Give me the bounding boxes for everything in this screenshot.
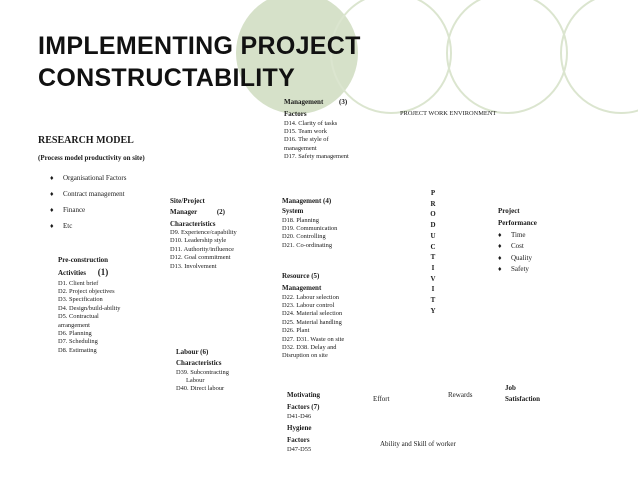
motivating-range-1: D41-D46	[287, 412, 312, 420]
preconstruction-box	[58, 256, 144, 355]
list-item: D16. The style of management	[284, 136, 329, 152]
management-factors-title-1: Management	[284, 98, 324, 106]
preconstruction-number: (1)	[97, 267, 109, 278]
job-satisfaction-line-1: Job	[505, 384, 516, 392]
ability-skill-label: Ability and Skill of worker	[380, 440, 456, 448]
slide-title	[38, 30, 361, 94]
management-system-box	[282, 197, 362, 250]
list-item: D1. Client brief	[58, 279, 99, 287]
list-item: D23. Labour control	[282, 302, 335, 309]
list-item: D25. Material handling	[282, 318, 342, 326]
motivating-box	[287, 391, 357, 454]
productivity-letter: O	[430, 210, 436, 219]
productivity-letter: T	[430, 296, 436, 305]
list-item: D14. Clarity of tasks	[284, 119, 338, 127]
list-item: D21. Co-ordinating	[282, 241, 333, 249]
bullet-item: ♦ Finance	[50, 202, 126, 218]
productivity-letter: Y	[430, 306, 436, 315]
list-item: D20. Controlling	[282, 233, 326, 241]
site-manager-title-1: Site/Project	[170, 197, 205, 205]
hygiene-range: D47-D55	[287, 445, 312, 453]
research-model-heading: RESEARCH MODEL	[38, 135, 134, 146]
bullet-item: ♦ Organisational Factors	[50, 170, 126, 186]
list-item: D6. Planning	[58, 330, 92, 338]
management-system-title-2: System	[282, 207, 304, 216]
list-item: D26. Plant	[282, 327, 310, 335]
list-item: D15. Team work	[284, 128, 327, 135]
site-manager-items	[170, 229, 260, 271]
resource-management-items	[282, 294, 372, 361]
productivity-letter: R	[430, 199, 436, 208]
project-performance-box	[498, 207, 568, 276]
hygiene-title-2: Factors	[287, 436, 310, 445]
productivity-letter: P	[430, 189, 436, 197]
list-item: D24. Material selection	[282, 310, 343, 318]
bullet-item: ♦ Time	[498, 230, 568, 242]
list-item: D2. Project objectives	[58, 288, 115, 295]
title-line-2: CONSTRUCTABILITY	[38, 64, 296, 92]
project-performance-bullets	[498, 230, 568, 276]
title-line-1: IMPLEMENTING PROJECT	[38, 32, 361, 60]
site-manager-box	[170, 197, 260, 271]
resource-management-title-2: Management	[282, 284, 322, 293]
project-performance-title-2: Performance	[498, 219, 537, 228]
list-item: D40. Direct labour	[176, 385, 225, 393]
decorative-circle-ring-3	[560, 0, 638, 114]
list-item: D11. Authority/influence	[170, 245, 235, 253]
bullet-item: ♦ Quality	[498, 253, 568, 265]
list-item: D19. Communication	[282, 225, 338, 232]
bullet-item: ♦ Contract management	[50, 186, 126, 202]
list-item: D5. Contractual arrangement	[58, 313, 99, 329]
preconstruction-title-2: Activities	[58, 269, 86, 278]
list-item: D32. D38. Delay and	[282, 344, 337, 352]
site-manager-title-3: Characteristics	[170, 219, 216, 228]
productivity-vertical-label	[427, 188, 439, 316]
site-manager-number: (2)	[216, 208, 226, 217]
list-item: D4. Design/build-ability	[58, 304, 121, 312]
list-item: D3. Specification	[58, 296, 103, 304]
list-item: D39. Subcontracting	[176, 368, 229, 376]
bullet-item: ♦ Etc	[50, 218, 126, 234]
job-satisfaction-label	[505, 384, 540, 405]
list-item: D18. Planning	[282, 216, 319, 224]
preconstruction-title-row	[58, 268, 144, 278]
list-item: Labour	[186, 377, 205, 384]
management-system-items	[282, 217, 362, 251]
management-factors-title-2: Factors	[284, 110, 307, 119]
preconstruction-items	[58, 280, 144, 356]
project-performance-title-1: Project	[498, 207, 520, 215]
resource-management-box	[282, 272, 372, 361]
effort-label: Effort	[373, 395, 390, 403]
productivity-letter: I	[431, 263, 435, 272]
list-item: D10. Leadership style	[170, 237, 227, 245]
site-manager-title-row	[170, 208, 260, 217]
research-model-subheading: (Process model productivity on site)	[38, 154, 145, 162]
management-factors-title-row	[284, 98, 364, 107]
list-item: D8. Estimating	[58, 346, 97, 354]
bullet-item: ♦ Cost	[498, 241, 568, 253]
productivity-letter: D	[430, 221, 436, 230]
management-factors-items	[284, 120, 364, 162]
hygiene-title-1: Hygiene	[287, 424, 312, 432]
preconstruction-title: Pre-construction	[58, 256, 109, 264]
resource-management-title-1: Resource (5)	[282, 272, 320, 280]
list-item: D12. Goal commitment	[170, 254, 231, 262]
bullet-item: ♦ Safety	[498, 264, 568, 276]
management-factors-number: (3)	[339, 98, 348, 106]
productivity-letter: U	[430, 231, 436, 240]
decorative-circle-ring-2	[446, 0, 568, 114]
motivating-title-2: Factors (7)	[287, 403, 320, 412]
productivity-letter: I	[431, 285, 435, 294]
productivity-letter: C	[430, 242, 436, 251]
list-item: D9. Experience/capability	[170, 228, 237, 236]
motivating-title-1: Motivating	[287, 391, 321, 399]
site-manager-title-2: Manager	[170, 208, 198, 217]
job-satisfaction-line-2: Satisfaction	[505, 395, 540, 404]
research-model-bullet-list	[50, 170, 126, 234]
labour-title-1: Labour (6)	[176, 348, 209, 356]
list-item: D27. D31. Waste on site	[282, 335, 345, 343]
list-item: D17. Safety management	[284, 153, 349, 161]
labour-items	[176, 369, 256, 394]
productivity-letter: T	[430, 253, 436, 262]
project-work-environment-label: PROJECT WORK ENVIRONMENT	[400, 110, 497, 117]
management-system-title-1: Management (4)	[282, 197, 332, 205]
management-factors-box	[284, 98, 364, 162]
rewards-label: Rewards	[448, 391, 473, 399]
list-item: D13. Involvement	[170, 262, 217, 270]
labour-box	[176, 348, 256, 394]
list-item: D7. Scheduling	[58, 338, 98, 346]
list-item: D22. Labour selection	[282, 293, 339, 301]
list-item: Disruption on site	[282, 352, 328, 360]
productivity-letter: V	[430, 274, 436, 283]
labour-title-2: Characteristics	[176, 359, 222, 368]
